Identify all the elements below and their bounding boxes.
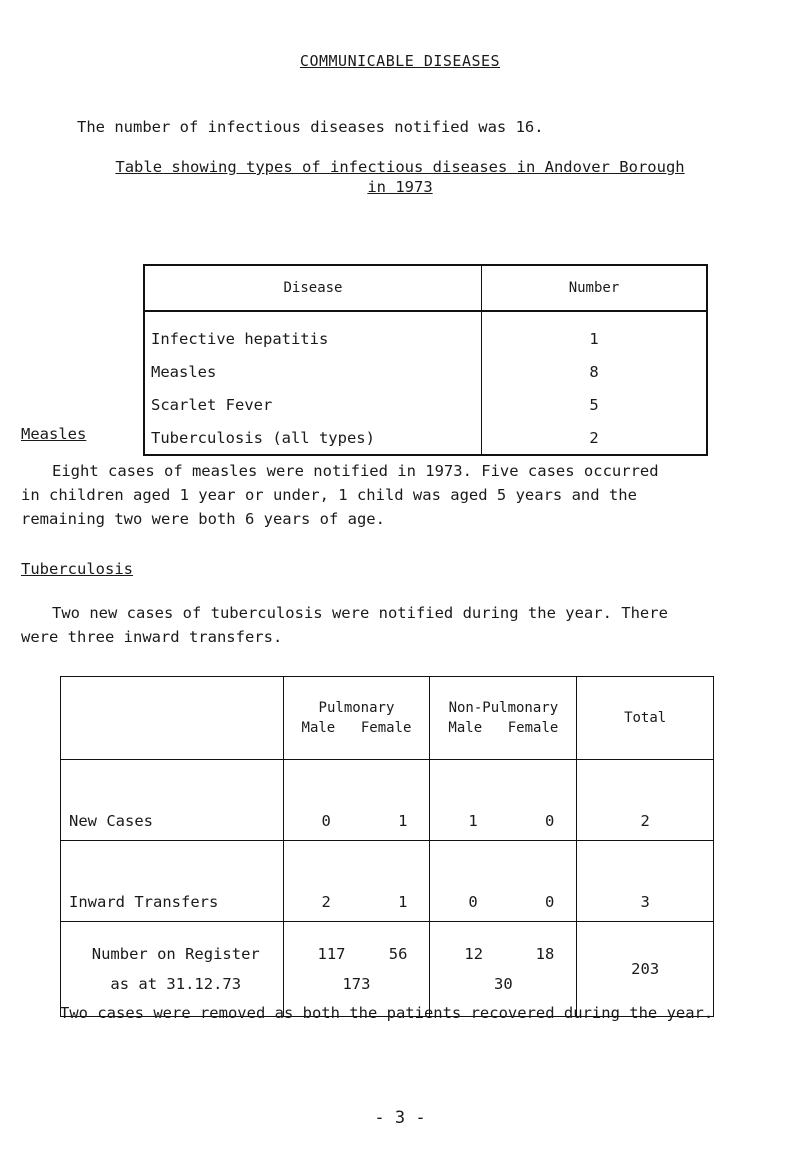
register-label: [61, 922, 284, 1017]
register-non-pulmonary-male: 12: [464, 945, 484, 963]
header-non-pulmonary: [430, 677, 577, 760]
male-label: Male: [301, 720, 336, 736]
total-cell: 3: [577, 841, 714, 922]
table1-caption-line2: in 1973: [367, 178, 433, 196]
tuberculosis-table: [60, 676, 714, 1017]
number-cell: 2: [482, 421, 708, 455]
header-number: Number: [482, 265, 708, 311]
register-pulmonary-male: 117: [317, 945, 346, 963]
disease-cell: Tuberculosis (all types): [144, 421, 482, 455]
intro-text: The number of infectious diseases notified was 16.: [77, 118, 544, 136]
disease-cell: Infective hepatitis: [144, 311, 482, 355]
table-row: [61, 760, 714, 841]
table-row: [144, 421, 707, 455]
page-title: COMMUNICABLE DISEASES: [299, 52, 501, 70]
measles-line2: in children aged 1 year or under, 1 child was aged 5 years and the: [21, 486, 637, 504]
table-row: [144, 311, 707, 355]
register-label-line2: as at 31.12.73: [110, 975, 242, 993]
female-label: Female: [507, 720, 559, 736]
disease-table-header: [144, 265, 707, 311]
pulmonary-female-cell: 1: [398, 893, 408, 911]
non-pulmonary-female-cell: 0: [544, 812, 555, 830]
header-total: Total: [577, 677, 714, 760]
non-pulmonary-male-cell: 0: [468, 893, 478, 911]
table-row: [144, 355, 707, 388]
row-label: New Cases: [61, 760, 284, 841]
register-total: 203: [577, 922, 714, 1017]
pulmonary-male-cell: 0: [321, 812, 331, 830]
register-pulmonary-female: 56: [388, 945, 408, 963]
non-pulmonary-male-cell: 1: [468, 812, 478, 830]
non-pulmonary-female-cell: 0: [544, 893, 555, 911]
number-cell: 5: [482, 388, 708, 421]
table-row: [144, 388, 707, 421]
measles-line1: Eight cases of measles were notified in 1973. Five cases occurred: [52, 462, 659, 480]
header-blank: [61, 677, 284, 760]
number-cell: 8: [482, 355, 708, 388]
register-label-line1: Number on Register: [91, 945, 260, 963]
pulmonary-male-cell: 2: [321, 893, 331, 911]
table1-caption-line1: Table showing types of infectious diseases in Andover Borough: [115, 158, 685, 176]
register-non-pulmonary-total: 30: [494, 975, 513, 993]
header-pulmonary: [283, 677, 430, 760]
number-cell: 1: [482, 311, 708, 355]
non-pulmonary-label: Non-Pulmonary: [448, 700, 559, 716]
tuberculosis-table-header: [61, 677, 714, 760]
measles-line3: remaining two were both 6 years of age.: [21, 510, 385, 528]
tuberculosis-heading: Tuberculosis: [21, 560, 133, 578]
measles-heading: Measles: [21, 425, 87, 443]
disease-table: [143, 264, 708, 456]
male-label: Male: [448, 720, 483, 736]
female-label: Female: [360, 720, 412, 736]
total-cell: 2: [577, 760, 714, 841]
table-row: [61, 841, 714, 922]
register-pulmonary-total: 173: [342, 975, 371, 993]
closing-text: Two cases were removed as both the patients recovered during the year.: [60, 1004, 714, 1022]
row-label: Inward Transfers: [61, 841, 284, 922]
pulmonary-female-cell: 1: [398, 812, 408, 830]
register-non-pulmonary-female: 18: [535, 945, 555, 963]
disease-cell: Measles: [144, 355, 482, 388]
header-disease: Disease: [144, 265, 482, 311]
table-row: [61, 922, 714, 1017]
pulmonary-label: Pulmonary: [318, 700, 395, 716]
page-number: - 3 -: [374, 1108, 426, 1128]
tuberculosis-line1: Two new cases of tuberculosis were notified during the year. There: [52, 604, 668, 622]
disease-cell: Scarlet Fever: [144, 388, 482, 421]
tuberculosis-line2: were three inward transfers.: [21, 628, 283, 646]
